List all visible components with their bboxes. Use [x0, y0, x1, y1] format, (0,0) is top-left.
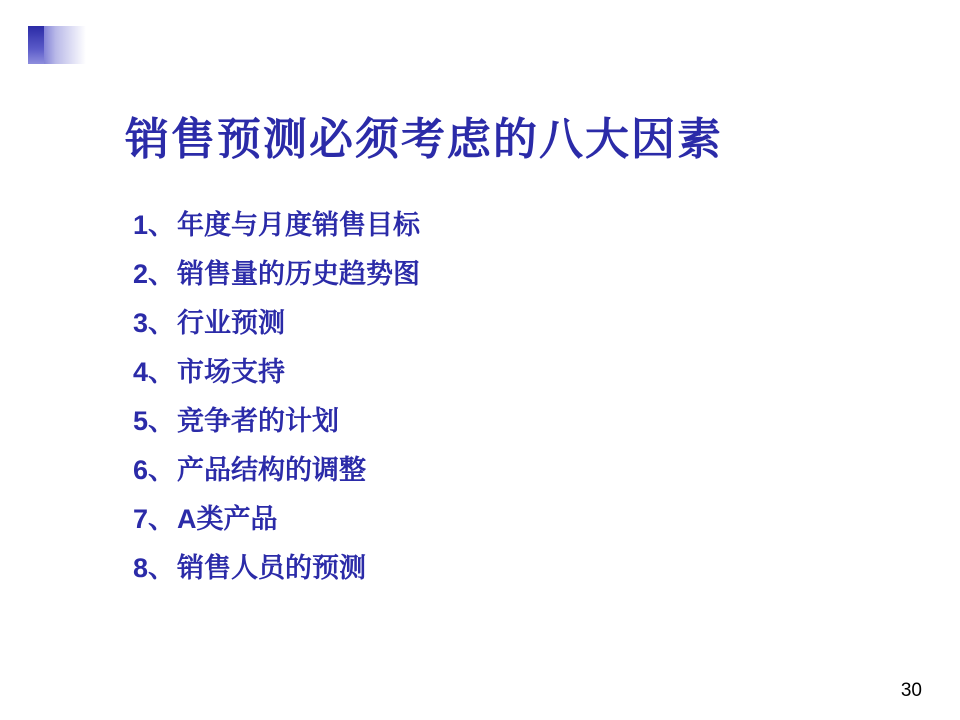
- list-item-label: [177, 506, 278, 533]
- list-item: [133, 408, 833, 435]
- list-item-label: 行业预测: [177, 308, 286, 338]
- bullet-list: [133, 212, 833, 604]
- list-item-separator: 、: [148, 504, 176, 534]
- list-item-number: 4: [133, 357, 149, 387]
- list-item-number: 7: [133, 504, 149, 534]
- page-number: 30: [900, 680, 922, 701]
- list-item-separator: 、: [148, 553, 176, 583]
- list-item: [133, 457, 833, 484]
- list-item: [133, 212, 833, 239]
- list-item-separator: 、: [148, 357, 176, 387]
- list-item: [133, 310, 833, 337]
- decorative-corner-bar: [28, 26, 44, 64]
- list-item-number: 3: [133, 308, 149, 338]
- list-item-label: 年度与月度销售目标: [177, 210, 421, 240]
- list-item-label-rest: 类产品: [196, 504, 278, 534]
- list-item: [133, 359, 833, 386]
- list-item: [133, 261, 833, 288]
- list-item-label-latin: A: [177, 504, 197, 534]
- list-item-label: 竞争者的计划: [177, 406, 340, 436]
- page-title: 销售预测必须考虑的八大因素: [125, 115, 723, 164]
- list-item-separator: 、: [148, 308, 176, 338]
- list-item-separator: 、: [148, 259, 176, 289]
- list-item-label: 产品结构的调整: [177, 455, 367, 485]
- list-item-number: 5: [133, 406, 149, 436]
- list-item: [133, 555, 833, 582]
- list-item-separator: 、: [148, 210, 176, 240]
- list-item-number: 6: [133, 455, 149, 485]
- list-item-label: 销售量的历史趋势图: [177, 259, 421, 289]
- list-item-number: 8: [133, 553, 149, 583]
- list-item-number: 1: [133, 210, 149, 240]
- list-item-label: 市场支持: [177, 357, 286, 387]
- list-item: [133, 506, 833, 533]
- list-item-number: 2: [133, 259, 149, 289]
- list-item-label: 销售人员的预测: [177, 553, 367, 583]
- list-item-separator: 、: [148, 455, 176, 485]
- list-item-separator: 、: [148, 406, 176, 436]
